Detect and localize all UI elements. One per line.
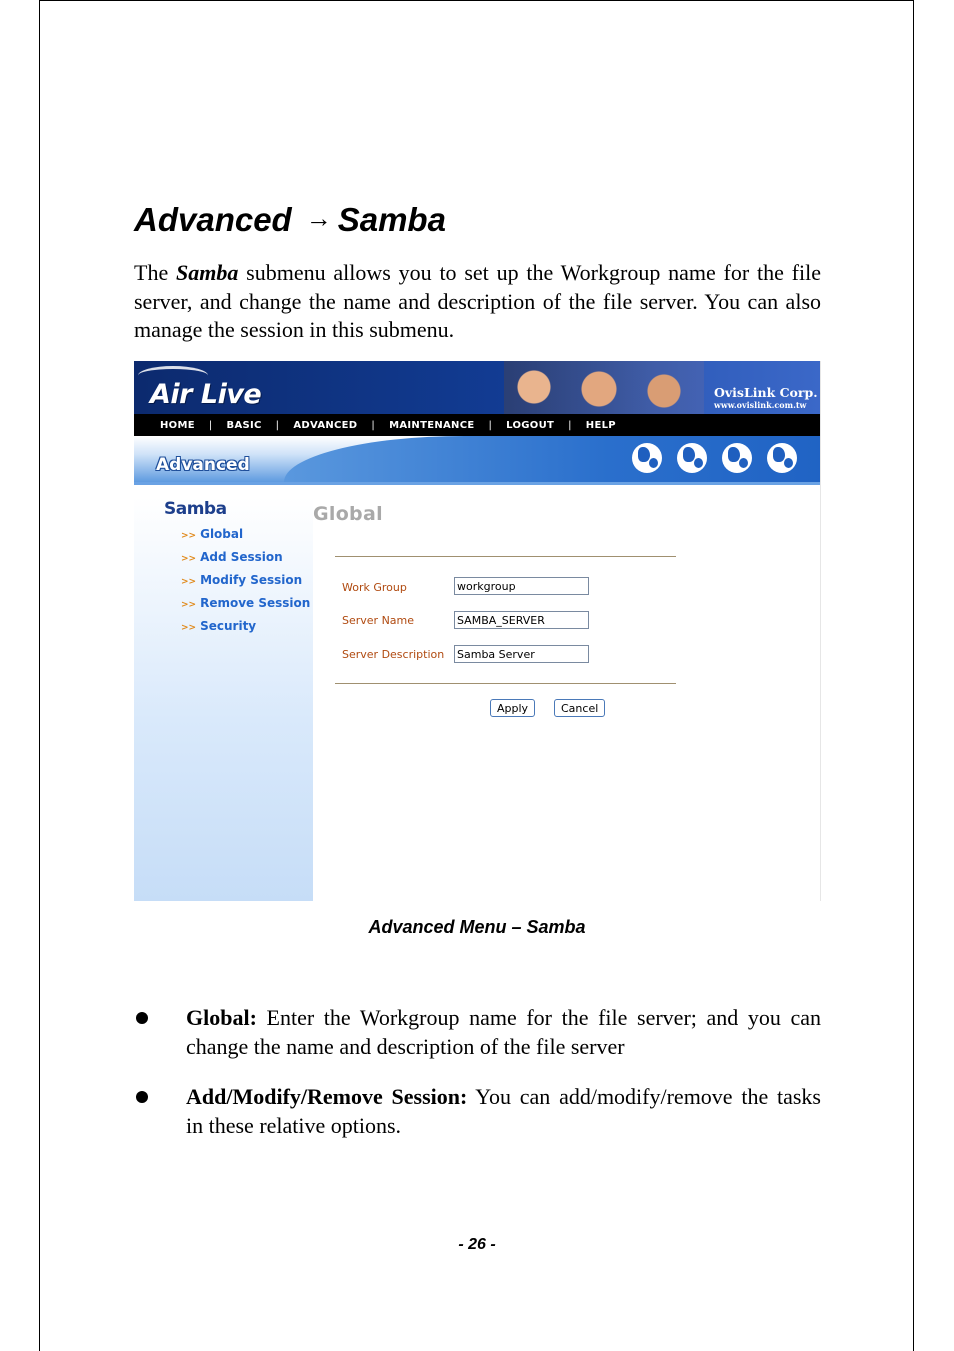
bullet-global: [186, 1004, 821, 1061]
intro-rest: submenu allows you to set up the Workgroup name for the file server, and change the name and description of the file server. You can also manage the session in this submenu.: [134, 260, 822, 342]
heading-advanced: Advanced: [134, 201, 292, 238]
sidebar-item-security[interactable]: [181, 619, 310, 642]
nav-maintenance[interactable]: MAINTENANCE: [389, 419, 475, 431]
nav-separator: |: [208, 419, 213, 431]
chevron-right-icon: >>: [181, 600, 197, 610]
globe-icon: [767, 443, 797, 473]
section-heading: [134, 198, 446, 244]
nav-separator: |: [275, 419, 280, 431]
page-number: - 26 -: [458, 1236, 496, 1253]
nav-help[interactable]: HELP: [585, 419, 616, 431]
server-description-label: Server Description: [342, 648, 445, 661]
heading-samba: Samba: [337, 201, 446, 238]
work-group-input[interactable]: [454, 577, 589, 595]
sidebar-item-label: Add Session: [200, 550, 283, 564]
arrow-icon: →: [305, 203, 332, 233]
nav-separator: |: [488, 419, 493, 431]
sidebar-title: Samba: [164, 499, 227, 519]
nav-basic[interactable]: BASIC: [226, 419, 262, 431]
chevron-right-icon: >>: [181, 554, 197, 564]
corp-name: OvisLink Corp.: [714, 385, 818, 400]
server-description-input[interactable]: [454, 645, 589, 663]
work-group-label: Work Group: [342, 581, 407, 594]
bullet-term: Add/Modify/Remove Session:: [186, 1084, 468, 1109]
form-divider-top: [335, 556, 676, 557]
cancel-button[interactable]: Cancel: [554, 699, 605, 717]
router-ui-screenshot: [134, 361, 821, 901]
section-title: Advanced: [156, 455, 250, 475]
globe-icon: [722, 443, 752, 473]
bullet-term: Global:: [186, 1005, 257, 1030]
intro-prefix: The: [134, 260, 177, 285]
sidebar-item-modify-session[interactable]: [181, 573, 310, 596]
nav-separator: |: [371, 419, 376, 431]
sidebar-item-label: Modify Session: [200, 573, 303, 587]
top-banner: [134, 361, 820, 414]
nav-advanced[interactable]: ADVANCED: [293, 419, 358, 431]
intro-emphasis: Samba: [176, 260, 239, 285]
bullet-sessions: [186, 1083, 821, 1140]
server-name-input[interactable]: [454, 611, 589, 629]
sidebar-menu: [181, 527, 310, 642]
page-title: Global: [313, 503, 383, 525]
bullet-text: Enter the Workgroup name for the file server; and you can change the name and description of the file server: [186, 1005, 821, 1059]
sidebar-item-label: Remove Session: [200, 596, 311, 610]
sidebar-item-remove-session[interactable]: [181, 596, 310, 619]
nav-logout[interactable]: LOGOUT: [506, 419, 555, 431]
nav-separator: |: [568, 419, 572, 431]
banner-photo: [504, 361, 704, 414]
divider: [134, 482, 820, 485]
main-nav: [134, 414, 820, 436]
chevron-right-icon: >>: [181, 577, 197, 587]
bullet-text: You can add/modify/remove the tasks in these relative options.: [186, 1084, 821, 1138]
nav-home[interactable]: HOME: [160, 419, 195, 431]
chevron-right-icon: >>: [181, 623, 197, 633]
bullet-icon: [136, 1012, 148, 1024]
figure-caption: Advanced Menu – Samba: [368, 917, 586, 937]
corp-logo: [714, 387, 818, 411]
server-name-label: Server Name: [342, 614, 415, 627]
bullet-icon: [136, 1091, 148, 1103]
corp-url: www.ovislink.com.tw: [714, 400, 807, 410]
globe-icons: [632, 443, 797, 473]
chevron-right-icon: >>: [181, 531, 197, 541]
sidebar-item-label: Global: [200, 527, 244, 541]
sidebar-item-global[interactable]: [181, 527, 310, 550]
intro-paragraph: [134, 259, 821, 345]
sidebar-item-label: Security: [200, 619, 257, 633]
airlive-logo: Air Live: [150, 379, 262, 410]
sidebar-item-add-session[interactable]: [181, 550, 310, 573]
form-divider-bottom: [335, 683, 676, 684]
globe-icon: [677, 443, 707, 473]
apply-button[interactable]: Apply: [490, 699, 535, 717]
globe-icon: [632, 443, 662, 473]
